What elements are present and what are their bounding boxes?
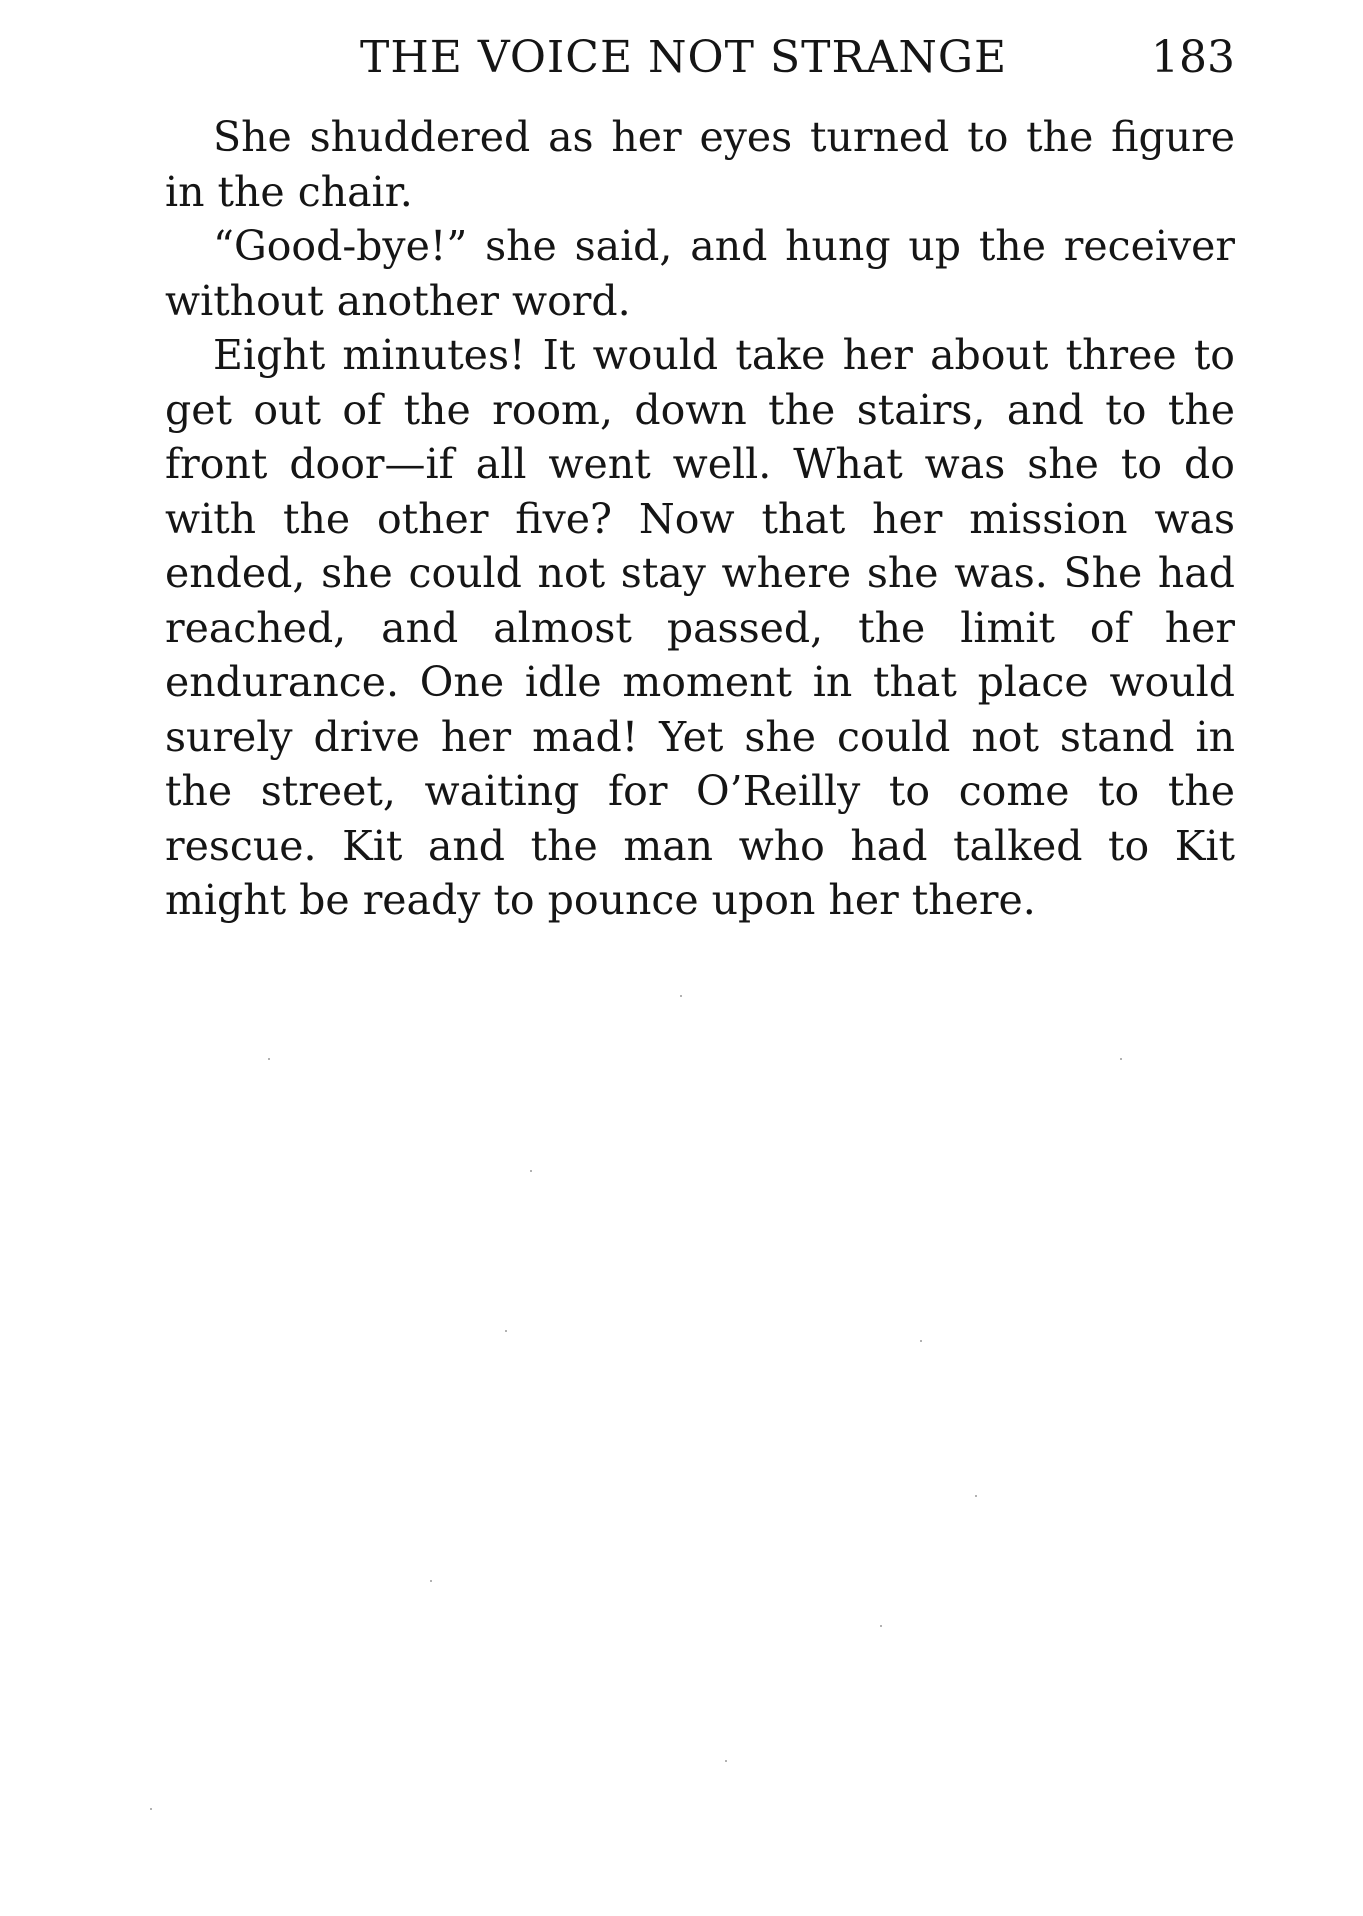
paragraph: Eight minutes! It would take her about three to get out of the room, down the stairs, and to the front door—if all went well. What was she to do with the other five? Now that her mission was ended, she could not stay where she was. She had reached, and almost passed, the limit of her endurance. One idle moment in that place would surely drive her mad! Yet she could not stand in the street, waiting for O’Reilly to come to the rescue. Kit and the man who had talked to Kit might be ready to pounce upon her there.	[165, 331, 1235, 924]
scan-speck	[430, 1580, 432, 1582]
scan-speck	[150, 1808, 152, 1810]
scan-speck	[680, 995, 682, 997]
page-number: 183	[1151, 32, 1235, 83]
paragraph: “Good-bye!” she said, and hung up the receiver without another word.	[165, 222, 1235, 325]
scan-speck	[268, 1058, 270, 1060]
scan-speck	[505, 1330, 507, 1332]
running-title: THE VOICE NOT STRANGE	[360, 32, 1008, 83]
scan-speck	[530, 1170, 532, 1172]
paragraph: She shuddered as her eyes turned to the figure in the chair.	[165, 113, 1235, 216]
scan-speck	[1120, 1058, 1122, 1060]
scan-speck	[975, 1495, 977, 1497]
running-head	[165, 30, 1235, 86]
scan-speck	[725, 1760, 727, 1762]
scan-speck	[920, 1340, 922, 1342]
scan-speck	[880, 1625, 882, 1627]
body-text	[165, 110, 1235, 928]
